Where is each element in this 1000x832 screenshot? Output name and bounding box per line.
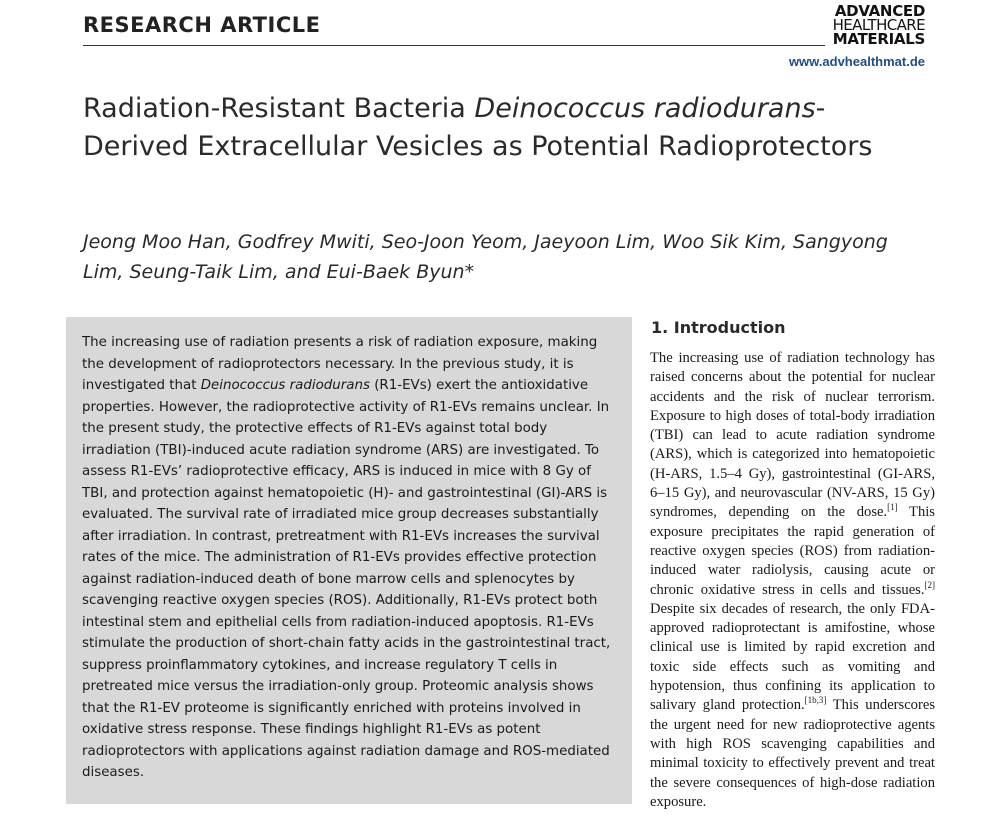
journal-url-link[interactable]: www.advhealthmat.de: [788, 54, 925, 69]
article-title: [83, 90, 903, 166]
header-divider: [83, 45, 825, 46]
intro-part-3: Despite six decades of research, the only FDA-approved radioprotectant is amifostine, whose clinical use is limited by rapid excretion and toxic side effects such as vomiting and hypotension, thus confining its application to salivary gland protection.: [650, 600, 935, 714]
intro-part-4: This underscores the urgent need for new radioprotective agents with high ROS scavenging capabilities and minimal toxicity to effectively prevent and treat the severe consequences of high-dose radiation exposure.: [650, 697, 935, 810]
introduction-text: [650, 349, 935, 812]
section-heading-introduction: 1. Introduction: [651, 318, 786, 337]
article-type-label: RESEARCH ARTICLE: [83, 13, 321, 37]
abstract-text: [82, 332, 618, 784]
abstract-part-2: (R1-EVs) exert the antioxidative properties. However, the radioprotective activity of R1-EVs remains unclear. In the present study, the protective effects of R1-EVs against total body irradiation (TBI)-induced acute radiation syndrome (ARS) are investigated. To assess R1-EVs’ radioprotective efficacy, ARS is induced in mice with 8 Gy of TBI, and protection against hematopoietic (H)- and gastrointestinal (GI)-ARS is evaluated. The survival rate of irradiated mice group decreases substantially after irradiation. In contrast, pretreatment with R1-EVs increases the survival rates of the mice. The administration of R1-EVs provides effective protection against radiation-induced death of bone marrow cells and splenocytes by scavenging reactive oxygen species (ROS). Additionally, R1-EVs protect both intestinal stem and epithelial cells from radiation-induced apoptosis. R1-EVs stimulate the production of short-chain fatty acids in the gastrointestinal tract, suppress proinflammatory cytokines, and increase regulatory T cells in pretreated mice versus the irradiation-only group. Proteomic analysis shows that the R1-EV proteome is significantly enriched with proteins involved in oxidative stress response. These findings highlight R1-EVs as potent radioprotectors with applications against radiation damage and ROS-mediated diseases.: [82, 378, 611, 780]
title-species-name: Deinococcus radiodurans: [474, 93, 816, 124]
abstract-part-1: The increasing use of radiation presents a risk of radiation exposure, making the development of radioprotectors necessary. In the previous study, it is investigated that: [82, 335, 598, 393]
title-part-1: Radiation-Resistant Bacteria: [83, 93, 475, 124]
journal-logo-line-1: ADVANCED: [834, 2, 925, 20]
intro-part-2: This exposure precipitates the rapid generation of reactive oxygen species (ROS) from radiation-induced water radiolysis, causing acute or chronic oxidative stress in cells and tissues.: [650, 504, 935, 598]
title-part-2: -Derived Extracellular Vesicles as Potential Radioprotectors: [83, 93, 873, 162]
intro-part-1: The increasing use of radiation technology has raised concerns about the potential for nuclear accidents and the risk of nuclear terrorism. Exposure to high doses of total-body irradiation (TBI) can lead to acute radiation syndrome (ARS), which is categorized into hematopoietic (H-ARS, 1.5–4 Gy), gastrointestinal (GI-ARS, 6–15 Gy), and neurovascular (NV-ARS, 15 Gy) syndromes, depending on the dose.: [650, 350, 935, 521]
citation-ref-3[interactable]: [1b,3]: [804, 695, 827, 706]
abstract-species-name: Deinococcus radiodurans: [200, 378, 370, 393]
citation-ref-1[interactable]: [1]: [887, 502, 898, 513]
author-list: Jeong Moo Han, Godfrey Mwiti, Seo-Joon Yeom, Jaeyoon Lim, Woo Sik Kim, Sangyong Lim, Seung-Taik Lim, and Eui-Baek Byun*: [83, 231, 888, 283]
abstract-box: [66, 317, 632, 804]
journal-logo: [815, 4, 925, 46]
journal-logo-line-2: HEALTHCARE: [832, 16, 925, 34]
journal-logo-line-3: MATERIALS: [832, 30, 925, 48]
citation-ref-2[interactable]: [2]: [924, 579, 935, 590]
